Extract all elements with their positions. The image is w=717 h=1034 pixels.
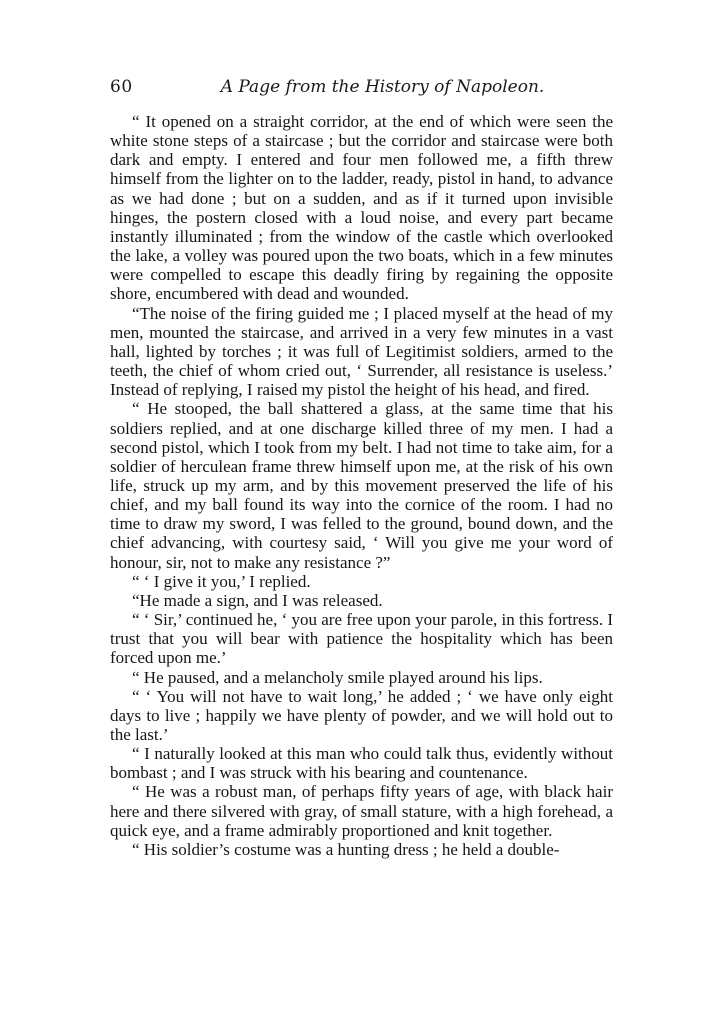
paragraph: “ It opened on a straight corridor, at the end of which were seen the white stone steps of a staircase ; but the corridor and staircase were both dark and empty. I entered and four men followed me, a fifth threw himself from the lighter on to the ladder, ready, pistol in hand, to advance as we had done ; but on a sudden, and as if it turned upon invisible hinges, the postern closed with a loud noise, and every part became instantly illuminated ; from the window of the castle which overlooked the lake, a volley was poured upon the two boats, which in a few minutes were compelled to escape this deadly firing by regaining the opposite shore, encumbered with dead and wounded. (110, 112, 613, 304)
page-header (110, 77, 615, 105)
paragraph: “ ‘ Sir,’ continued he, ‘ you are free upon your parole, in this fortress. I trust that you will bear with patience the hospitality which has been forced upon me.’ (110, 610, 613, 668)
paragraph: “ His soldier’s costume was a hunting dress ; he held a double- (132, 839, 560, 859)
paragraph: “ He paused, and a melancholy smile played around his lips. (132, 667, 543, 687)
paragraph: “ ‘ I give it you,’ I replied. (132, 571, 311, 591)
page-number: 60 (110, 77, 133, 97)
paragraph: “ He stooped, the ball shattered a glass, at the same time that his soldiers replied, and at one discharge killed three of my men. I had a second pistol, which I took from my belt. I had not time to take aim, for a soldier of herculean frame threw himself upon me, at the risk of his own life, struck up my arm, and by this movement preserved the life of his chief, and my ball found its way into the cornice of the room. I had no time to draw my sword, I was felled to the ground, bound down, and the chief advancing, with courtesy said, ‘ Will you give me your word of honour, sir, not to make any resistance ?” (110, 399, 613, 572)
paragraph: “The noise of the firing guided me ; I placed myself at the head of my men, mounted the staircase, and arrived in a very few minutes in a vast hall, lighted by torches ; it was full of Legitimist soldiers, armed to the teeth, the chief of whom cried out, ‘ Surrender, all resistance is useless.’ Instead of replying, I raised my pistol the height of his head, and fired. (110, 303, 613, 400)
paragraph: “ He was a robust man, of perhaps fifty years of age, with black hair here and there silvered with gray, of small stature, with a high forehead, a quick eye, and a frame admirably proportioned and knit together. (110, 782, 613, 840)
body-text (110, 112, 613, 859)
paragraph: “ ‘ You will not have to wait long,’ he added ; ‘ we have only eight days to live ; happily we have plenty of powder, and we will hold out to the last.’ (110, 686, 613, 744)
paragraph: “He made a sign, and I was released. (132, 590, 383, 610)
running-title: A Page from the History of Napoleon. (220, 77, 545, 97)
paragraph: “ I naturally looked at this man who could talk thus, evidently without bombast ; and I was struck with his bearing and countenance. (110, 744, 613, 783)
